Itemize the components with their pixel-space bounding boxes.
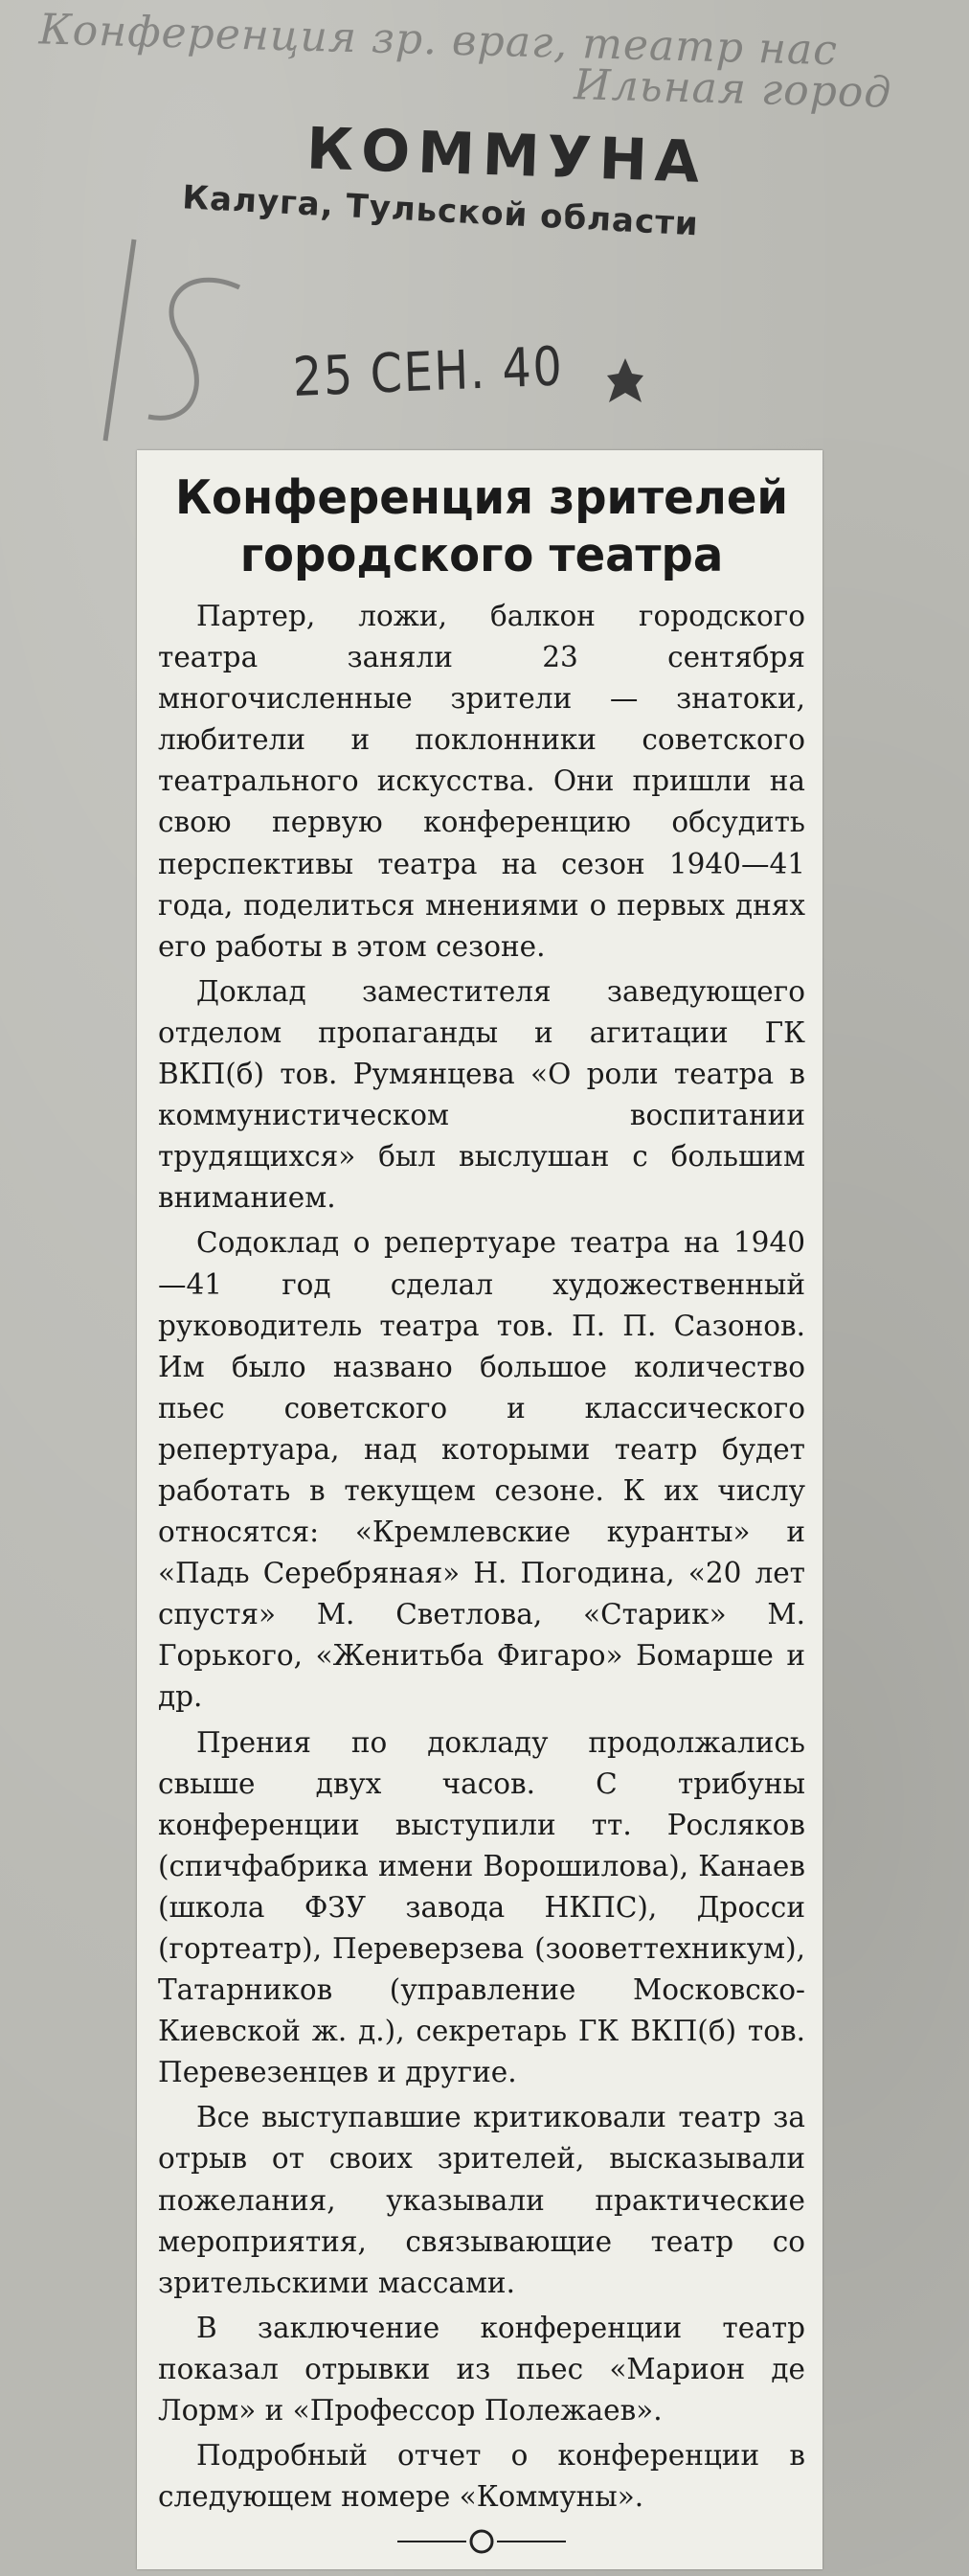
article bbox=[158, 460, 805, 2560]
article-paragraph-4: Прения по докладу продолжались свыше двух часов. С трибуны конференции выступили тт. Росляков (спичфабрика имени Ворошилова), Канаев (школа ФЗУ завода НКПС), Дросси (гортеатр), Переверзева (зооветтехникум), Татарников (управление Московско-Киевской ж. д.), секретарь ГК ВКП(б) тов. Перевезенцев и другие. bbox=[158, 1725, 805, 2089]
newspaper-place: Калуга, Тульской области bbox=[181, 178, 700, 244]
handwritten-note-line-2: Ильная город bbox=[573, 60, 892, 118]
newspaper-stamp bbox=[163, 115, 833, 244]
article-paragraph-5: Все выступавшие критиковали театр за отрыв от своих зрителей, высказывали пожелания, указывали практические мероприятия, связывающие театр со зрительскими массами. bbox=[158, 2101, 805, 2299]
end-separator-icon bbox=[158, 2527, 805, 2556]
article-title-line-2: городского театра bbox=[239, 528, 724, 582]
article-paragraph-2: Доклад заместителя заведующего отделом пропаганды и агитации ГК ВКП(б) тов. Румянцева «О роли театра в коммунистическом воспитании трудящихся» был выслушан с большим вниманием. bbox=[158, 974, 805, 1215]
handwritten-note bbox=[37, 5, 958, 119]
date-stamp: 25 СЕН. 40 bbox=[292, 335, 565, 409]
article-paragraph-7: Подробный отчет о конференции в следующем номере «Коммуны». bbox=[158, 2439, 805, 2514]
handwritten-note-line-1: Конференция зр. враг, театр нас bbox=[38, 5, 839, 76]
article-title-line-1: Конференция зрителей bbox=[174, 470, 789, 525]
article-title bbox=[174, 469, 789, 584]
newspaper-clipping bbox=[137, 450, 823, 2569]
pencil-mark-icon bbox=[96, 220, 259, 469]
article-paragraph-1: Партер, ложи, балкон городского театра заняли 23 сентября многочисленные зрители — знатоки, любители и поклонники советского театрального искусства. Они пришли на свою первую конференцию обсудить перспективы театра на сезон 1940—41 года, поделиться мнениями о первых днях его работы в этом сезоне. bbox=[158, 600, 805, 963]
newspaper-name: КОММУНА bbox=[304, 115, 709, 196]
article-paragraph-6: В заключение конференции театр показал отрывки из пьес «Марион де Лорм» и «Профессор Полежаев». bbox=[158, 2311, 805, 2428]
article-paragraph-3: Содоклад о репертуаре театра на 1940—41 год сделал художественный руководитель театра тов. П. П. Сазонов. Им было названо большое количество пьес советского и классического репертуара, над которыми театр будет работать в текущем сезоне. К их числу относятся: «Кремлевские куранты» и «Падь Серебряная» Н. Погодина, «20 лет спустя» М. Светлова, «Старик» М. Горького, «Женитьба Фигаро» Бомарше и др. bbox=[158, 1226, 805, 1714]
stamp-emblem-icon bbox=[603, 354, 647, 408]
